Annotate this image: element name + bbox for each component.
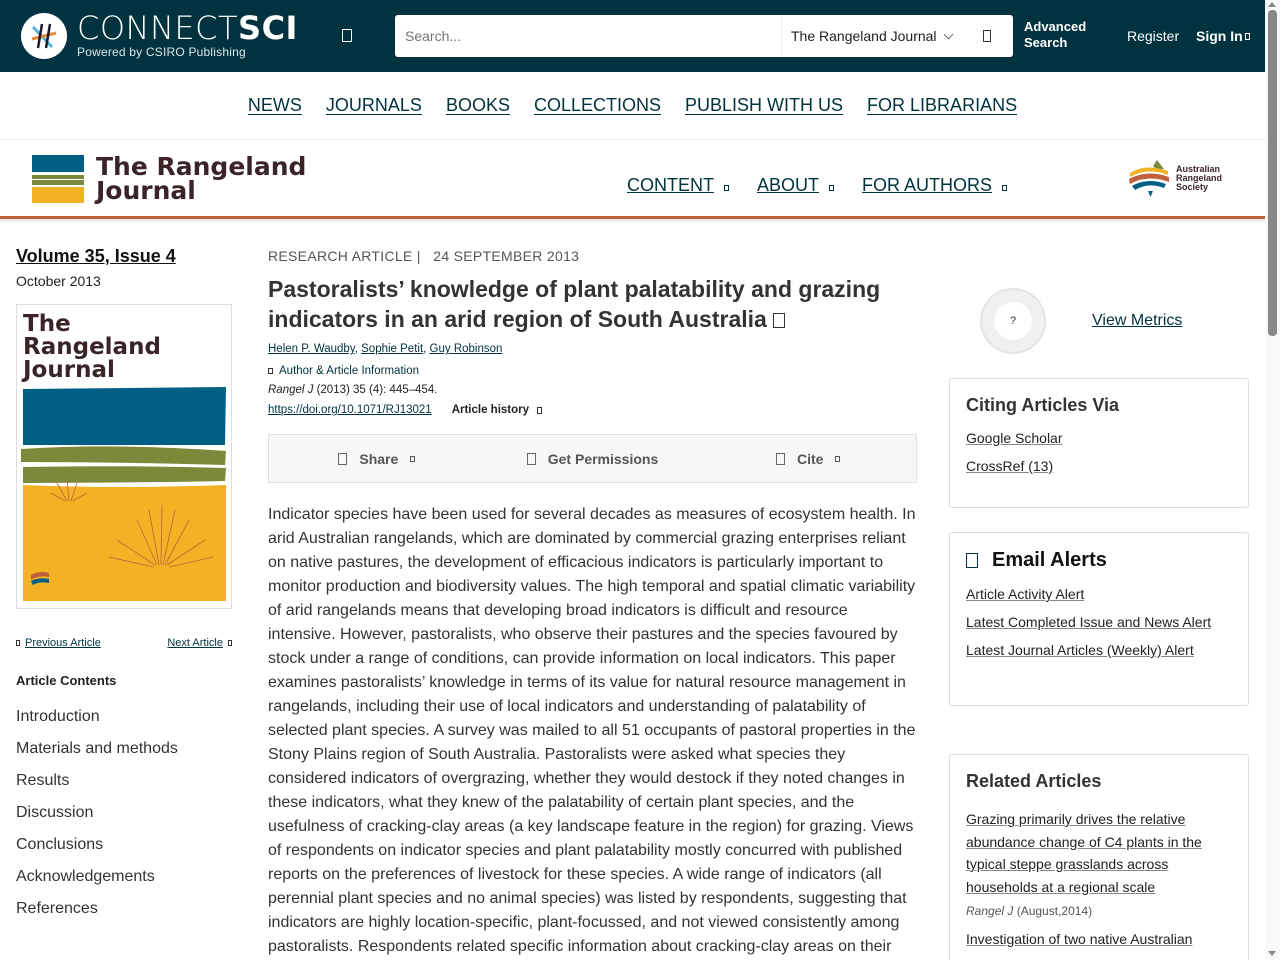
citation-journal: Rangel J [268,384,314,396]
email-alerts-title: Email Alerts [992,549,1107,571]
brand-name: CONNECTSCI [77,9,298,47]
australia-map-icon [1126,157,1172,199]
nav-news[interactable]: NEWS [247,95,302,115]
author-link[interactable]: Sophie Petit [361,343,424,355]
chevron-down-icon [724,185,729,191]
advanced-search-link[interactable]: Advanced Search [1024,19,1087,50]
article-title [268,274,918,334]
kicker-separator: | [412,248,434,264]
journal-nav-content-label: CONTENT [627,175,714,195]
chevron-down-icon [943,29,953,39]
citing-articles-card [949,378,1249,508]
nav-journals[interactable]: JOURNALS [325,95,422,115]
sign-in-label: Sign In [1196,28,1243,44]
latest-issue-alert-link[interactable]: Latest Completed Issue and News Alert [966,614,1212,630]
related-article-journal: Rangel J [966,904,1014,918]
search-scope-select[interactable] [781,15,961,57]
bell-icon [966,553,978,568]
view-metrics-link[interactable]: View Metrics [1092,312,1183,329]
permissions-icon [527,453,536,465]
journal-nav-for-authors[interactable] [862,175,1007,196]
weekly-articles-alert-link[interactable]: Latest Journal Articles (Weekly) Alert [966,642,1194,658]
chevron-down-icon [835,456,840,462]
quote-icon [776,453,785,465]
cite-button[interactable] [700,435,916,482]
doi-link[interactable]: https://doi.org/10.1071/RJ13021 [268,404,432,416]
journal-header [0,141,1265,219]
journal-logo-mark-icon [32,155,84,203]
cover-artwork-icon [17,305,232,609]
search-button[interactable] [961,15,1013,57]
connectsci-logo[interactable] [21,9,298,59]
nav-books[interactable]: BOOKS [445,95,510,115]
search-scope-value: The Rangeland Journal [791,28,937,44]
next-article-link[interactable] [167,637,232,649]
journal-nav [627,175,1007,196]
article-toolbar [268,434,917,483]
scrollbar-thumb[interactable] [1268,10,1277,336]
scroll-down-arrow-icon[interactable] [1268,951,1276,956]
related-articles-heading: Related Articles [966,771,1102,791]
scroll-up-arrow-icon[interactable] [1268,2,1276,7]
article-title-text: Pastoralists’ knowledge of plant palatability and grazing indicators in an arid region of South Australia [268,276,881,332]
menu-icon[interactable] [342,29,352,42]
altmetric-badge-icon[interactable] [980,288,1046,354]
issue-link[interactable]: Volume 35, Issue 4 [16,246,176,266]
chevron-down-icon [268,368,273,374]
toc-item-introduction[interactable]: Introduction [16,708,100,725]
cite-label: Cite [796,450,824,467]
share-button[interactable] [269,435,485,482]
journal-nav-about-label: ABOUT [757,175,820,195]
article-contents-list [16,708,232,932]
issue-date: October 2013 [16,273,101,289]
article-meta-kicker [268,248,918,264]
previous-article-link[interactable] [16,637,101,649]
previous-article-label: Previous Article [25,637,101,649]
related-article-link[interactable]: Investigation of two native Australian [966,931,1193,947]
global-nav [0,72,1265,140]
author-link[interactable]: Helen P. Waudby [268,343,355,355]
page-scrollbar[interactable] [1265,0,1280,960]
search-icon [983,30,991,42]
citation-line [268,384,918,396]
author-article-info-toggle[interactable] [268,365,918,377]
related-article-link[interactable]: Grazing primarily drives the relative abundance change of C4 plants in the typical steppe grasslands across households at a regional scale [966,811,1202,895]
site-header [0,0,1265,72]
email-alerts-heading [966,549,1232,572]
article-date: 24 SEPTEMBER 2013 [433,248,580,264]
sign-in-link[interactable] [1196,28,1250,44]
brand-tagline: Powered by CSIRO Publishing [77,45,246,59]
journal-logo[interactable] [32,152,307,205]
share-icon [338,453,347,465]
nav-publish-with-us[interactable]: PUBLISH WITH US [685,95,844,115]
author-list: Helen P. Waudby, Sophie Petit, Guy Robinson [268,343,503,355]
author-link[interactable]: Guy Robinson [429,343,503,355]
nav-collections[interactable]: COLLECTIONS [533,95,662,115]
chevron-down-icon [829,185,834,191]
chevron-down-icon [1002,185,1007,191]
article-type: RESEARCH ARTICLE [268,248,413,264]
citing-articles-heading: Citing Articles Via [966,395,1120,415]
nav-for-librarians[interactable]: FOR LIBRARIANS [867,95,1018,115]
article-history-toggle[interactable] [452,404,542,416]
article-activity-alert-link[interactable]: Article Activity Alert [966,586,1085,602]
toc-item-references[interactable]: References [16,900,98,917]
journal-nav-for-authors-label: FOR AUTHORS [862,175,993,195]
related-article-source [966,904,1232,918]
article-pagination [16,637,232,649]
chevron-down-icon [537,407,542,414]
journal-cover-image[interactable] [16,304,232,609]
get-permissions-button[interactable] [485,435,701,482]
journal-title: The Rangeland Journal [96,152,307,205]
right-sidebar [949,288,1249,960]
cover-title: The Rangeland Journal [23,311,161,383]
share-label: Share [359,450,399,467]
get-permissions-label: Get Permissions [547,450,659,467]
toc-item-materials-and-methods[interactable]: Materials and methods [16,740,178,757]
connectsci-logo-icon [21,13,67,59]
related-articles-card [949,754,1249,960]
article-contents-heading: Article Contents [16,673,117,688]
metrics-widget [949,288,1249,354]
journal-nav-about[interactable] [757,175,834,196]
abstract-text: Indicator species have been used for several decades as measures of ecosystem health. In arid Australian rangelands, which are dominated by commercial grazing enterprises reliant on native pastures, the development of efficacious indicators is particularly important to monitor production and biodiversity values. The high temporal and spatial climatic variability of arid rangelands means that developing broad indicators is difficult and resource intensive. However, pastoralists, who observe their pastures and the species favoured by stock under a range of conditions, can provide information on local indicators. This paper examines pastoralists’ knowledge in terms of its value for natural resource management in rangelands, including their use of local indicators and understanding of palatability of selected plant species. A survey was mailed to all 51 occupants of pastoral properties in the Stony Plains region of South Australia. Pastoralists were asked what species they considered indicators of overgrazing, whether they would destock if they noted changes in these indicators, what they knew of the palatability of certain plant species, and the usefulness of cracking-clay areas (a key landscape feature in the region) for grazing. Views of respondents on indicator species and plant palatability mostly concurred with published reports on the preferences of livestock for these species. A wide range of indicators (all perennial plant species and no animal species) was listed by respondents, suggesting that indicators are highly location-specific, plant-focussed, and not viewed consistently among pastoralists. Respondents related specific information about cracking-clay areas on their [268,506,916,955]
author-article-info-label: Author & Article Information [279,365,419,377]
chevron-left-icon [16,640,20,646]
toc-item-discussion[interactable]: Discussion [16,804,94,821]
open-access-icon [773,313,785,328]
related-article-date: (August,2014) [1013,904,1093,918]
society-name: Australian Rangeland Society [1176,163,1223,192]
next-article-label: Next Article [167,637,223,649]
register-link[interactable]: Register [1127,28,1180,44]
toc-item-results[interactable]: Results [16,772,70,789]
email-alerts-card [949,532,1249,706]
doi-row [268,404,918,416]
toc-item-conclusions[interactable]: Conclusions [16,836,104,853]
google-scholar-link[interactable]: Google Scholar [966,430,1063,446]
article-main [268,248,918,959]
search-bar [395,15,1013,57]
journal-nav-content[interactable] [627,175,729,196]
search-input[interactable] [395,15,781,57]
society-logo[interactable] [1126,157,1222,199]
toc-item-acknowledgements[interactable]: Acknowledgements [16,868,155,885]
article-history-label: Article history [451,404,530,416]
chevron-right-icon [228,640,232,646]
altmetric-score: ? [994,302,1032,340]
user-icon [1245,33,1250,40]
chevron-down-icon [410,456,415,462]
crossref-link[interactable]: CrossRef (13) [966,458,1054,474]
left-sidebar [16,246,232,932]
citation-details: (2013) 35 (4): 445–454. [313,384,438,396]
